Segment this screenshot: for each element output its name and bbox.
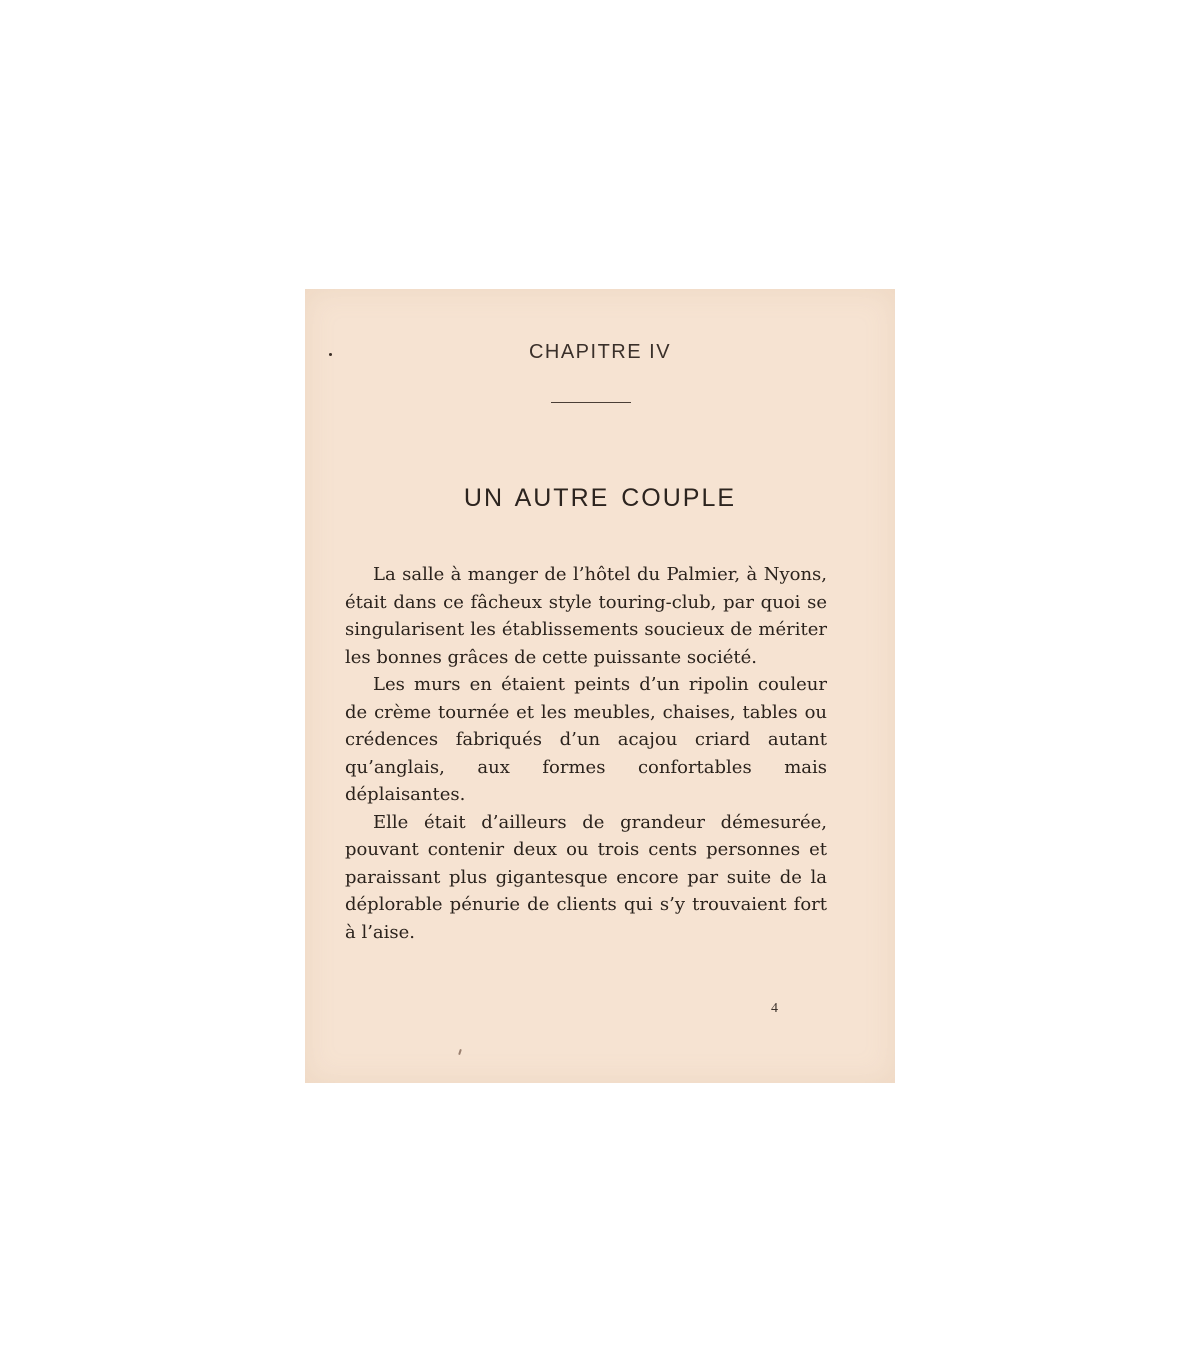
- section-title: UN AUTRE COUPLE: [463, 484, 737, 512]
- chapter-heading: CHAPITRE IV: [528, 341, 672, 363]
- page-number: 4: [771, 1001, 778, 1016]
- body-text: [345, 561, 827, 946]
- paragraph-3: Elle était d’ailleurs de grandeur démesurée, pouvant contenir deux ou trois cents personnes et paraissant plus gigantesque encore par suite de la déplorable pénurie de clients qui s’y trouvaient fort à l’aise.: [345, 811, 827, 943]
- paper-mark: [458, 1049, 462, 1055]
- paragraph-2: Les murs en étaient peints d’un ripolin couleur de crème tournée et les meubles, chaises, tables ou crédences fabriqués d’un acajou criard autant qu’anglais, aux formes confortables mais déplaisantes.: [345, 674, 827, 805]
- chapter-divider: [551, 402, 631, 403]
- paragraph-1: La salle à manger de l’hôtel du Palmier, à Nyons, était dans ce fâcheux style touring-club, par quoi se singularisent les établissements soucieux de mériter les bonnes grâces de cette puissante société.: [345, 564, 827, 668]
- book-page: [305, 289, 895, 1083]
